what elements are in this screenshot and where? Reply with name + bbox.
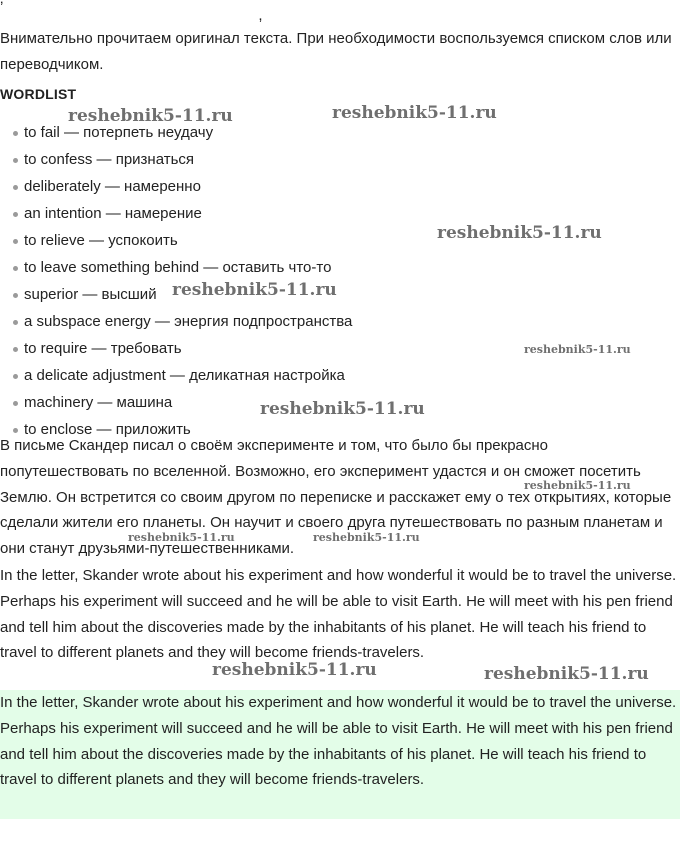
bullet-icon xyxy=(13,293,18,298)
bullet-icon xyxy=(13,185,18,190)
bullet-icon xyxy=(13,374,18,379)
wordlist-item-text: deliberately — намеренно xyxy=(24,178,201,195)
wordlist-item-text: machinery — машина xyxy=(24,394,173,411)
wordlist-title: WORDLIST xyxy=(0,86,77,102)
russian-paragraph: В письме Скандер писал о своём эксперименте и том, что было бы прекрасно попутешествовать по вселенной. Возможно, его эксперимент удастся и он сможет посетить Землю. Он встретится со своим другом по переписке и расскажет ему о тех открытиях, которые сделали жители его планеты. Он научит и своего друга путешествовать по разным планетам и они станут друзьями-путешественниками. xyxy=(0,437,672,558)
watermark: reshebnik5-11.ru xyxy=(524,343,631,356)
intro-text: Внимательно прочитаем оригинал текста. При необходимости воспользуемся списком слов или переводчиком. xyxy=(0,30,672,73)
watermark: reshebnik5-11.ru xyxy=(212,660,377,680)
answer-paragraph: In the letter, Skander wrote about his experiment and how wonderful it would be to travel the universe. Perhaps his experiment will succeed and he will be able to visit Earth. He will meet with his pen friend and tell him about the discoveries made by the inhabitants of his planet. He will teach his friend to travel to different planets and they will become friends-travelers. xyxy=(0,694,677,789)
watermark: reshebnik5-11.ru xyxy=(68,106,233,126)
wordlist-item-text: a subspace energy — энергия подпространства xyxy=(24,313,353,330)
watermark: reshebnik5-11.ru xyxy=(172,280,337,300)
watermark: reshebnik5-11.ru xyxy=(524,479,631,492)
watermark: reshebnik5-11.ru xyxy=(260,399,425,419)
wordlist-item-text: to relieve — успокоить xyxy=(24,232,178,249)
bullet-icon xyxy=(13,347,18,352)
wordlist-item-text: to confess — признаться xyxy=(24,151,195,168)
wordlist-item-text: a delicate adjustment — деликатная настройка xyxy=(24,367,345,384)
bullet-icon xyxy=(13,401,18,406)
wordlist-item xyxy=(0,308,680,335)
wordlist xyxy=(0,119,680,438)
watermark: reshebnik5-11.ru xyxy=(437,223,602,243)
bullet-icon xyxy=(13,239,18,244)
wordlist-item xyxy=(0,173,680,200)
wordlist-item-text: an intention — намерение xyxy=(24,205,202,222)
cropped-previous-line: , xyxy=(258,7,263,24)
wordlist-item xyxy=(0,254,680,281)
watermark: reshebnik5-11.ru xyxy=(332,103,497,123)
wordlist-item xyxy=(0,146,680,173)
wordlist-item xyxy=(0,362,680,389)
watermark: reshebnik5-11.ru xyxy=(313,531,420,544)
wordlist-item-text: to enclose — приложить xyxy=(24,421,191,438)
bullet-icon xyxy=(13,131,18,136)
watermark: reshebnik5-11.ru xyxy=(128,531,235,544)
wordlist-item xyxy=(0,281,680,308)
watermark: reshebnik5-11.ru xyxy=(484,664,649,684)
bullet-icon xyxy=(13,266,18,271)
english-paragraph: In the letter, Skander wrote about his experiment and how wonderful it would be to travel the universe. Perhaps his experiment will succeed and he will be able to visit Earth. He will meet with his pen friend and tell him about the discoveries made by the inhabitants of his planet. He will teach his friend to travel to different planets and they will become friends-travelers. xyxy=(0,567,677,662)
wordlist-item-text: to fail — потерпеть неудачу xyxy=(24,124,214,141)
bullet-icon xyxy=(13,158,18,163)
bullet-icon xyxy=(13,212,18,217)
wordlist-item-text: superior — высший xyxy=(24,286,157,303)
answer-box xyxy=(0,690,680,819)
bullet-icon xyxy=(13,320,18,325)
wordlist-item-text: to require — требовать xyxy=(24,340,182,357)
wordlist-item-text: to leave something behind — оставить что-то xyxy=(24,259,332,276)
